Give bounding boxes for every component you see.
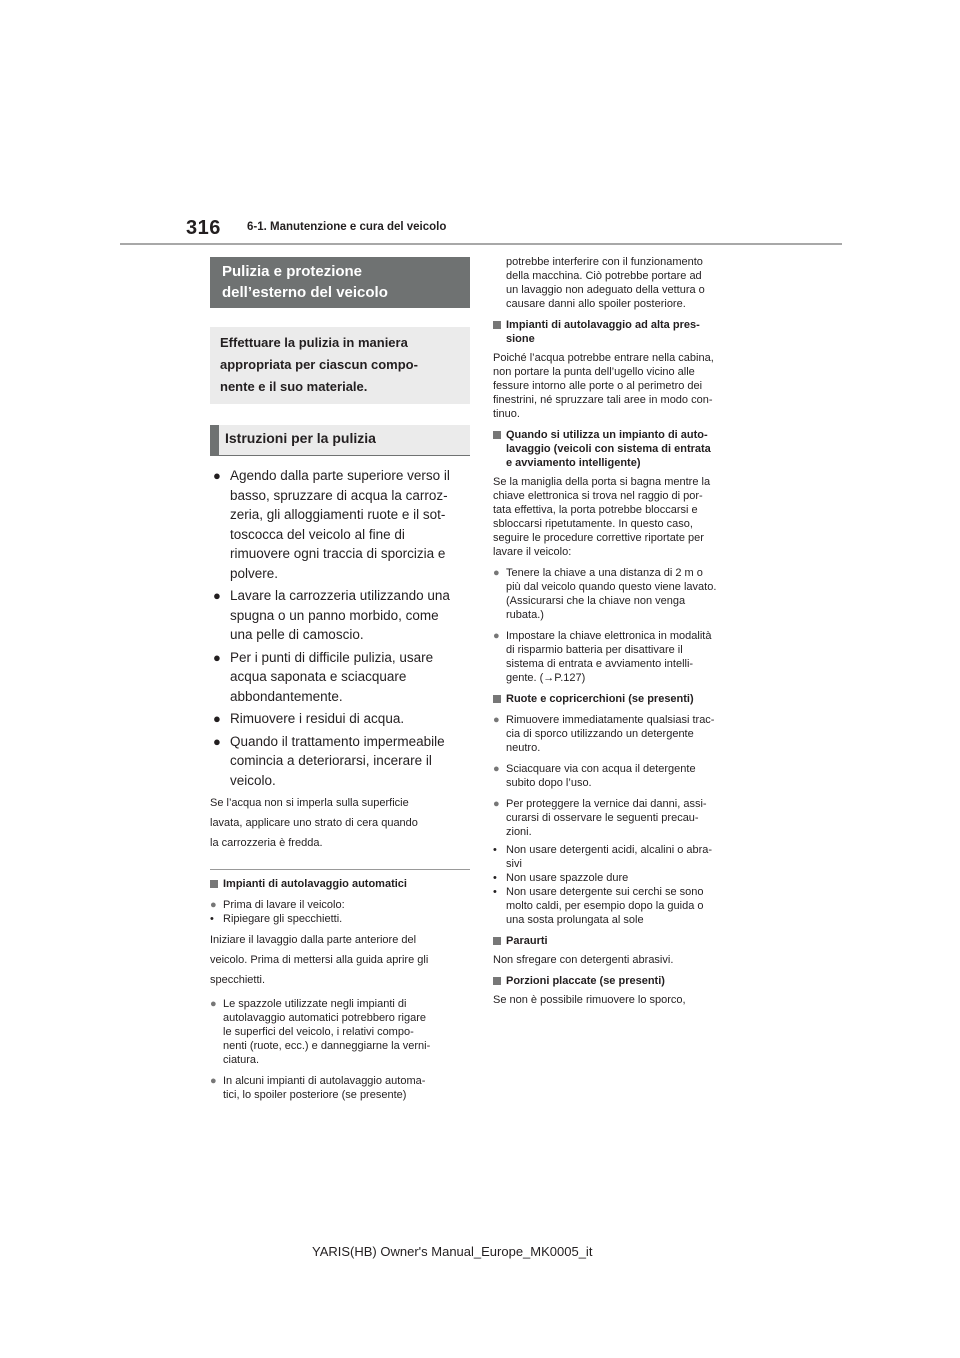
para-line: tata effettiva, la porta potrebbe bloccarsi e <box>493 504 698 516</box>
dash-item <box>493 843 751 871</box>
list-item <box>210 997 470 1067</box>
item-line: tici, lo spoiler posteriore (se presente) <box>223 1089 407 1101</box>
item-line: Impostare la chiave elettronica in modalità <box>506 630 712 642</box>
smart-key-heading <box>493 428 751 470</box>
item-line: più dal veicolo quando questo viene lavato. <box>506 581 717 593</box>
cleaning-instructions <box>210 466 470 790</box>
item-line: Le spazzole utilizzate negli impianti di <box>223 998 407 1010</box>
item-line: Prima di lavare il veicolo: <box>223 899 345 911</box>
para-line: tinuo. <box>493 408 520 420</box>
list-item <box>210 898 470 912</box>
list-item <box>210 648 470 707</box>
item-line: Per i punti di difficile pulizia, usare <box>230 649 434 665</box>
item-line: molto caldi, per esempio dopo la guida o <box>506 900 704 912</box>
circle-bullet-icon: ● <box>493 567 500 579</box>
right-column <box>493 255 751 1011</box>
square-bullet-icon <box>493 977 501 985</box>
dash-bullet-icon: • <box>210 913 214 925</box>
circle-bullet-icon: ● <box>493 714 500 726</box>
para-line: potrebbe interferire con il funzionamento <box>506 256 703 268</box>
item-line: (Assicurarsi che la chiave non venga <box>506 595 686 607</box>
item-line: Ripiegare gli specchietti. <box>223 913 343 925</box>
dash-bullet-icon: • <box>493 844 497 856</box>
para-line: Se la maniglia della porta si bagna mentre la <box>493 476 711 488</box>
circle-bullet-icon: ● <box>210 899 217 911</box>
high-pressure-heading <box>493 318 751 346</box>
item-line: le superfici del veicolo, i relativi compo- <box>223 1026 414 1038</box>
note-line: la carrozzeria è fredda. <box>210 837 323 849</box>
title-line: Pulizia e protezione <box>222 263 363 280</box>
para-line: veicolo. Prima di mettersi alla guida aprire gli <box>210 954 429 966</box>
para-line: sbloccarsi ripetutamente. In questo caso, <box>493 518 693 530</box>
intro-box <box>210 327 470 404</box>
item-line: Non usare spazzole dure <box>506 872 629 884</box>
para-line: della macchina. Ciò potrebbe portare ad <box>506 270 702 282</box>
bumpers-heading <box>493 934 751 948</box>
note-line: Se l’acqua non si imperla sulla superficie <box>210 797 409 809</box>
item-line: Lavare la carrozzeria utilizzando una <box>230 588 450 603</box>
list-item <box>493 566 751 622</box>
item-line: Quando il trattamento impermeabile <box>230 733 445 749</box>
item-line: una pelle di camoscio. <box>230 627 364 642</box>
heading-text: Impianti di autolavaggio automatici <box>223 878 407 890</box>
circle-bullet-icon: ● <box>493 798 500 810</box>
left-column <box>210 257 470 1106</box>
square-bullet-icon <box>210 880 218 888</box>
note-line: lavata, applicare uno strato di cera quando <box>210 817 418 829</box>
item-line: comincia a deteriorarsi, incerare il <box>230 753 432 768</box>
list-item <box>210 732 470 791</box>
item-line: Tenere la chiave a una distanza di 2 m o <box>506 567 703 579</box>
para-line: chiave elettronica si trova nel raggio di por- <box>493 490 703 502</box>
bullet-icon: ● <box>213 733 221 749</box>
list-item <box>493 762 751 790</box>
wheels-heading <box>493 692 751 706</box>
list-item <box>210 709 470 729</box>
heading-text: Ruote e copricerchioni (se presenti) <box>506 693 694 705</box>
square-bullet-icon <box>493 695 501 703</box>
para-line: Poiché l’acqua potrebbe entrare nella cabina, <box>493 352 714 364</box>
item-line: di risparmio batteria per disattivare il <box>506 644 683 656</box>
page-reference[interactable]: gente. (→P.127) <box>506 672 586 684</box>
intro-line: Effettuare la pulizia in maniera <box>220 335 408 350</box>
item-line: polvere. <box>230 565 279 581</box>
para-line: lavare il veicolo: <box>493 546 572 558</box>
item-line: nenti (ruote, ecc.) e danneggiarne la verni- <box>223 1040 431 1052</box>
square-bullet-icon <box>493 937 501 945</box>
item-line: Rimuovere immediatamente qualsiasi trac- <box>506 714 715 726</box>
item-line: Rimuovere i residui di acqua. <box>230 711 405 726</box>
bumpers-text: Non sfregare con detergenti abrasivi. <box>493 954 674 966</box>
bullet-icon: ● <box>213 588 221 603</box>
continued-text <box>493 255 751 311</box>
dash-bullet-icon: • <box>493 872 497 884</box>
heading-text: Paraurti <box>506 935 548 947</box>
item-line: zeria, gli alloggiamenti ruote e il sot- <box>230 507 446 522</box>
item-line: subito dopo l’uso. <box>506 777 592 789</box>
auto-wash-heading <box>210 877 470 891</box>
subsection-title: Istruzioni per la pulizia <box>210 425 470 456</box>
heading-text: Porzioni placcate (se presenti) <box>506 975 665 987</box>
bullet-icon: ● <box>213 468 221 483</box>
section-title: 6-1. Manutenzione e cura del veicolo <box>247 221 447 233</box>
item-line: Non usare detergente sui cerchi se sono <box>506 886 704 898</box>
dash-bullet-icon: • <box>493 886 497 898</box>
smart-key-text <box>493 475 751 559</box>
list-item <box>493 797 751 839</box>
footer-manual-id: YARIS(HB) Owner's Manual_Europe_MK0005_it <box>312 1244 593 1259</box>
item-line: Non usare detergenti acidi, alcalini o abra- <box>506 844 713 856</box>
item-line: cia di sporco utilizzando un detergente <box>506 728 694 740</box>
section-title-box <box>210 257 470 308</box>
item-line: rimuovere ogni traccia di sporcizia e <box>230 546 446 561</box>
circle-bullet-icon: ● <box>493 630 500 642</box>
square-bullet-icon <box>493 321 501 329</box>
circle-bullet-icon: ● <box>210 1075 217 1087</box>
title-line: dell’esterno del veicolo <box>222 284 388 301</box>
intro-line: nente e il suo materiale. <box>220 379 368 394</box>
intro-line: appropriata per ciascun compo- <box>220 357 418 372</box>
list-item <box>210 1074 470 1102</box>
item-line: Agendo dalla parte superiore verso il <box>230 468 450 483</box>
item-line: Sciacquare via con acqua il detergente <box>506 763 696 775</box>
heading-line: Impianti di autolavaggio ad alta pres- <box>506 319 700 331</box>
item-line: zioni. <box>506 826 532 838</box>
para-line: fessure intorno alle porte o al perimetro dei <box>493 380 703 392</box>
item-line: toscocca del veicolo al fine di <box>230 526 405 542</box>
heading-line: sione <box>506 333 535 345</box>
item-line: neutro. <box>506 742 541 754</box>
page-number: 316 <box>186 217 221 239</box>
item-line: Per proteggere la vernice dai danni, assi- <box>506 798 707 810</box>
header-rule <box>120 243 842 245</box>
item-line: abbondantemente. <box>230 688 343 704</box>
high-pressure-text <box>493 351 751 421</box>
heading-line: e avviamento intelligente) <box>506 457 641 469</box>
para-line: Iniziare il lavaggio dalla parte anteriore del <box>210 934 417 946</box>
heading-line: lavaggio (veicoli con sistema di entrata <box>506 443 711 455</box>
para-line: non portare la punta dell’ugello vicino alle <box>493 366 695 378</box>
para-line: seguire le procedure correttive riportate per <box>493 532 704 544</box>
divider <box>210 869 470 870</box>
mirror-note <box>210 930 470 990</box>
item-line: In alcuni impianti di autolavaggio automa- <box>223 1075 426 1087</box>
item-line: spugna o un panno morbido, come <box>230 607 439 623</box>
bullet-icon: ● <box>213 649 221 665</box>
list-item <box>210 586 470 645</box>
dash-item <box>493 885 751 927</box>
item-line: sivi <box>506 858 522 870</box>
square-bullet-icon <box>493 431 501 439</box>
item-line: autolavaggio automatici potrebbero rigare <box>223 1012 427 1024</box>
circle-bullet-icon: ● <box>210 998 217 1010</box>
plated-parts-text: Se non è possibile rimuovere lo sporco, <box>493 994 686 1006</box>
item-line: acqua saponata e sciacquare <box>230 669 407 684</box>
list-item <box>210 466 470 583</box>
para-line: specchietti. <box>210 974 266 986</box>
dash-item <box>210 912 470 926</box>
item-line: ciatura. <box>223 1054 260 1066</box>
circle-bullet-icon: ● <box>493 763 500 775</box>
para-line: causare danni allo spoiler posteriore. <box>506 298 686 310</box>
item-line: curarsi di osservare le seguenti precau- <box>506 812 699 824</box>
plated-parts-heading <box>493 974 751 988</box>
heading-line: Quando si utilizza un impianto di auto- <box>506 429 708 441</box>
list-item <box>493 629 751 685</box>
wax-note <box>210 793 470 853</box>
item-line: rubata.) <box>506 609 544 621</box>
para-line: un lavaggio non adeguato della vettura o <box>506 284 705 296</box>
item-line: una sosta prolungata al sole <box>506 914 644 926</box>
item-line: veicolo. <box>230 772 276 788</box>
item-line: sistema di entrata e avviamento intelli- <box>506 658 694 670</box>
para-line: finestrini, né spruzzare tali aree in modo con- <box>493 394 713 406</box>
item-line: basso, spruzzare di acqua la carroz- <box>230 487 448 503</box>
bullet-icon: ● <box>213 711 221 726</box>
list-item <box>493 713 751 755</box>
dash-item <box>493 871 751 885</box>
